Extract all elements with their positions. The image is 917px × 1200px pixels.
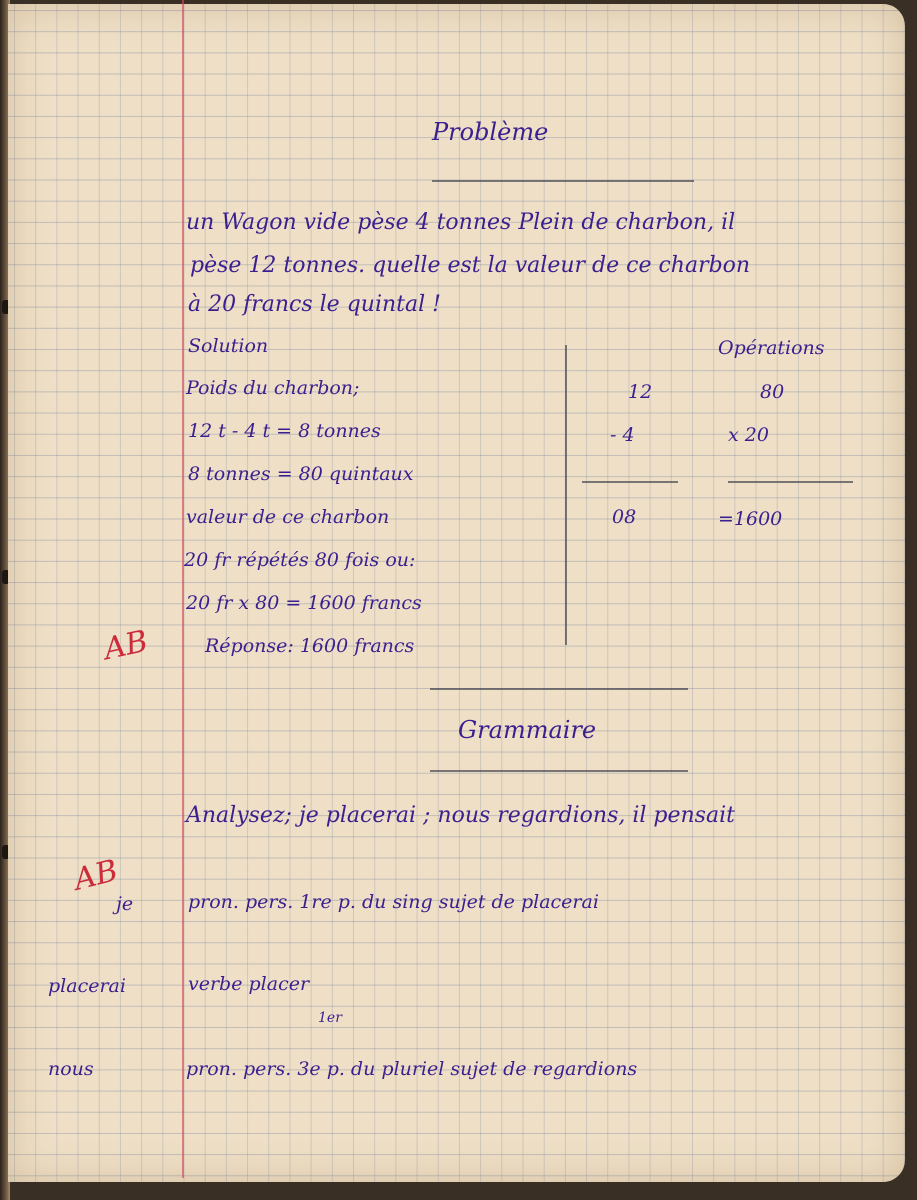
solution-line: valeur de ce charbon: [186, 506, 390, 528]
solution-heading: Solution: [188, 335, 269, 357]
problem-line-2: pèse 12 tonnes. quelle est la valeur de ce charbon: [190, 253, 751, 278]
title-underline: [430, 770, 688, 772]
operation-value: 12: [628, 381, 653, 403]
teacher-mark: AB: [100, 623, 151, 668]
grammar-word: placerai: [48, 975, 126, 997]
grammar-prompt: Analysez; je placerai ; nous regardions, il pensait: [186, 803, 735, 828]
margin-line: [182, 0, 184, 1178]
teacher-mark: AB: [70, 853, 122, 898]
solution-line: 12 t - 4 t = 8 tonnes: [188, 420, 381, 442]
operation-value: 80: [760, 381, 785, 403]
operation-value: - 4: [610, 424, 635, 446]
operation-rule: [582, 481, 678, 483]
title-underline: [432, 180, 694, 182]
answer-line: Réponse: 1600 francs: [205, 635, 415, 657]
correction-note: 1er: [318, 1010, 342, 1026]
pencil-divider: [565, 345, 567, 645]
grammar-analysis: pron. pers. 3e p. du pluriel sujet de regardions: [186, 1058, 638, 1080]
operation-value: 08: [612, 506, 637, 528]
section-divider: [430, 688, 688, 690]
grammar-title: Grammaire: [458, 716, 597, 744]
problem-line-1: un Wagon vide pèse 4 tonnes Plein de charbon, il: [186, 210, 736, 235]
solution-line: 20 fr répétés 80 fois ou:: [184, 549, 416, 571]
operation-value: =1600: [718, 508, 783, 530]
grammar-word: nous: [48, 1058, 94, 1080]
operation-rule: [728, 481, 853, 483]
solution-line: Poids du charbon;: [186, 377, 360, 399]
grammar-word: je: [116, 893, 134, 915]
operation-value: x 20: [728, 424, 769, 446]
solution-line: 20 fr x 80 = 1600 francs: [186, 592, 422, 614]
operations-heading: Opérations: [718, 337, 825, 359]
problem-title: Problème: [432, 118, 549, 146]
grammar-analysis: verbe placer: [188, 973, 310, 995]
solution-line: 8 tonnes = 80 quintaux: [188, 463, 414, 485]
grammar-analysis: pron. pers. 1re p. du sing sujet de placerai: [188, 891, 599, 913]
problem-line-3: à 20 francs le quintal !: [188, 292, 441, 317]
